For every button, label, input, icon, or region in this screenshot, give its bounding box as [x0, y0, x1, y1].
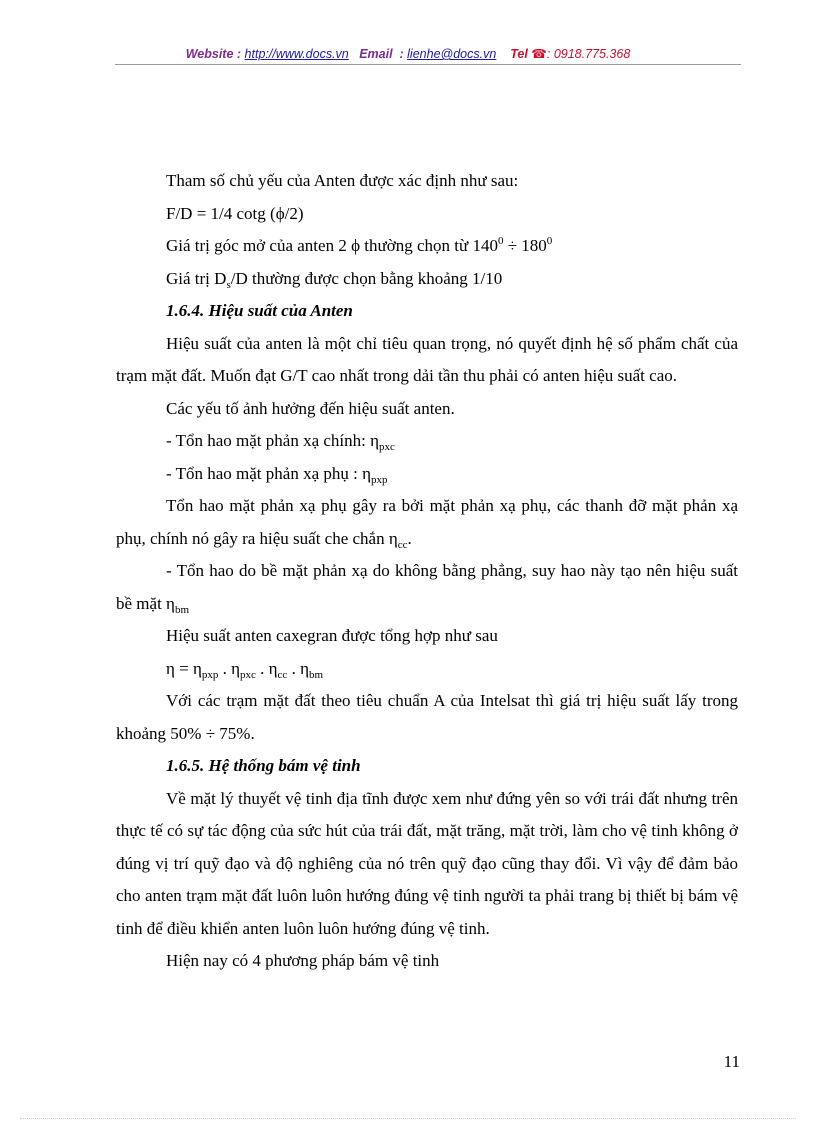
- paragraph: - Tổn hao do bề mặt phản xạ do không bằng phẳng, suy hao này tạo nên hiệu suất bề mặt $\eta_{bm}$: [116, 561, 738, 616]
- section-heading: 1.6.5. Hệ thống bám vệ tinh: [166, 756, 361, 775]
- paragraph: Với các trạm mặt đất theo tiêu chuẩn A của Intelsat thì giá trị hiệu suất lấy trong khoảng 50% ÷ 75%.: [116, 691, 738, 743]
- page-bottom-border: [20, 1118, 796, 1119]
- tel-label: Tel: [510, 47, 528, 61]
- paragraph: Về mặt lý thuyết vệ tinh địa tĩnh được xem như đứng yên so với trái đất nhưng trên thực tế có sự tác động của sức hút của trái đất, mặt trăng, mặt trời, làm cho vệ tinh không ở đúng vị trí quỹ đạo và độ nghiêng của nó trên quỹ đạo cũng thay đổi. Vì vậy để đảm bảo cho anten trạm mặt đất luôn luôn hướng đúng vệ tinh người ta phải trang bị thiết bị bám vệ tinh để điều khiển anten luôn luôn hướng đúng vệ tinh.: [116, 788, 738, 938]
- email-label: Email: [359, 47, 393, 61]
- paragraph: Tham số chủ yếu của Anten được xác định như sau:: [166, 171, 519, 190]
- page-number: 11: [723, 1052, 740, 1071]
- email-separator: :: [399, 47, 404, 61]
- website-separator: :: [236, 47, 242, 61]
- section-heading: 1.6.4. Hiệu suất của Anten: [166, 301, 353, 320]
- list-item: - Tổn hao mặt phản xạ phụ : $\eta_{pxp}$: [166, 463, 388, 486]
- paragraph: Giá trị $D_s/D$ thường được chọn bằng khoảng 1/10: [166, 268, 503, 291]
- formula-efficiency: $\eta = \eta_{pxp}$ . $\eta_{pxc}$ . $\eta_{cc}$ . $\eta_{bm}$: [166, 658, 324, 681]
- tel-value: : 0918.775.368: [546, 47, 631, 61]
- paragraph: Hiệu suất của anten là một chỉ tiêu quan trọng, nó quyết định hệ số phẩm chất của trạm mặt đất. Muốn đạt G/T cao nhất trong dải tần thu phải có anten hiệu suất cao.: [116, 333, 738, 385]
- paragraph: Hiệu suất anten caxegran được tổng hợp như sau: [166, 626, 498, 645]
- paragraph: Các yếu tố ảnh hưởng đến hiệu suất anten.: [166, 398, 455, 418]
- telephone-icon: ☎: [531, 47, 547, 61]
- paragraph: Giá trị góc mở của anten 2 ϕ thường chọn từ $140^0 \div 180^0$: [166, 235, 553, 255]
- paragraph: Tổn hao mặt phản xạ phụ gây ra bởi mặt phản xạ phụ, các thanh đỡ mặt phản xạ phụ, chính nó gây ra hiệu suất che chắn $\eta_{cc}$.: [116, 496, 738, 551]
- header-rule: [115, 64, 741, 65]
- formula-fd: F/D = 1/4 cotg (ϕ/2): [166, 203, 304, 223]
- page-header: [0, 46, 816, 61]
- website-label: Website: [185, 47, 234, 61]
- email-link[interactable]: lienhe@docs.vn: [407, 47, 497, 61]
- paragraph: Hiện nay có 4 phương pháp bám vệ tinh: [166, 951, 440, 970]
- document-body: [116, 165, 738, 978]
- website-link[interactable]: http://www.docs.vn: [244, 47, 349, 61]
- list-item: - Tổn hao mặt phản xạ chính: $\eta_{pxc}$: [166, 431, 395, 453]
